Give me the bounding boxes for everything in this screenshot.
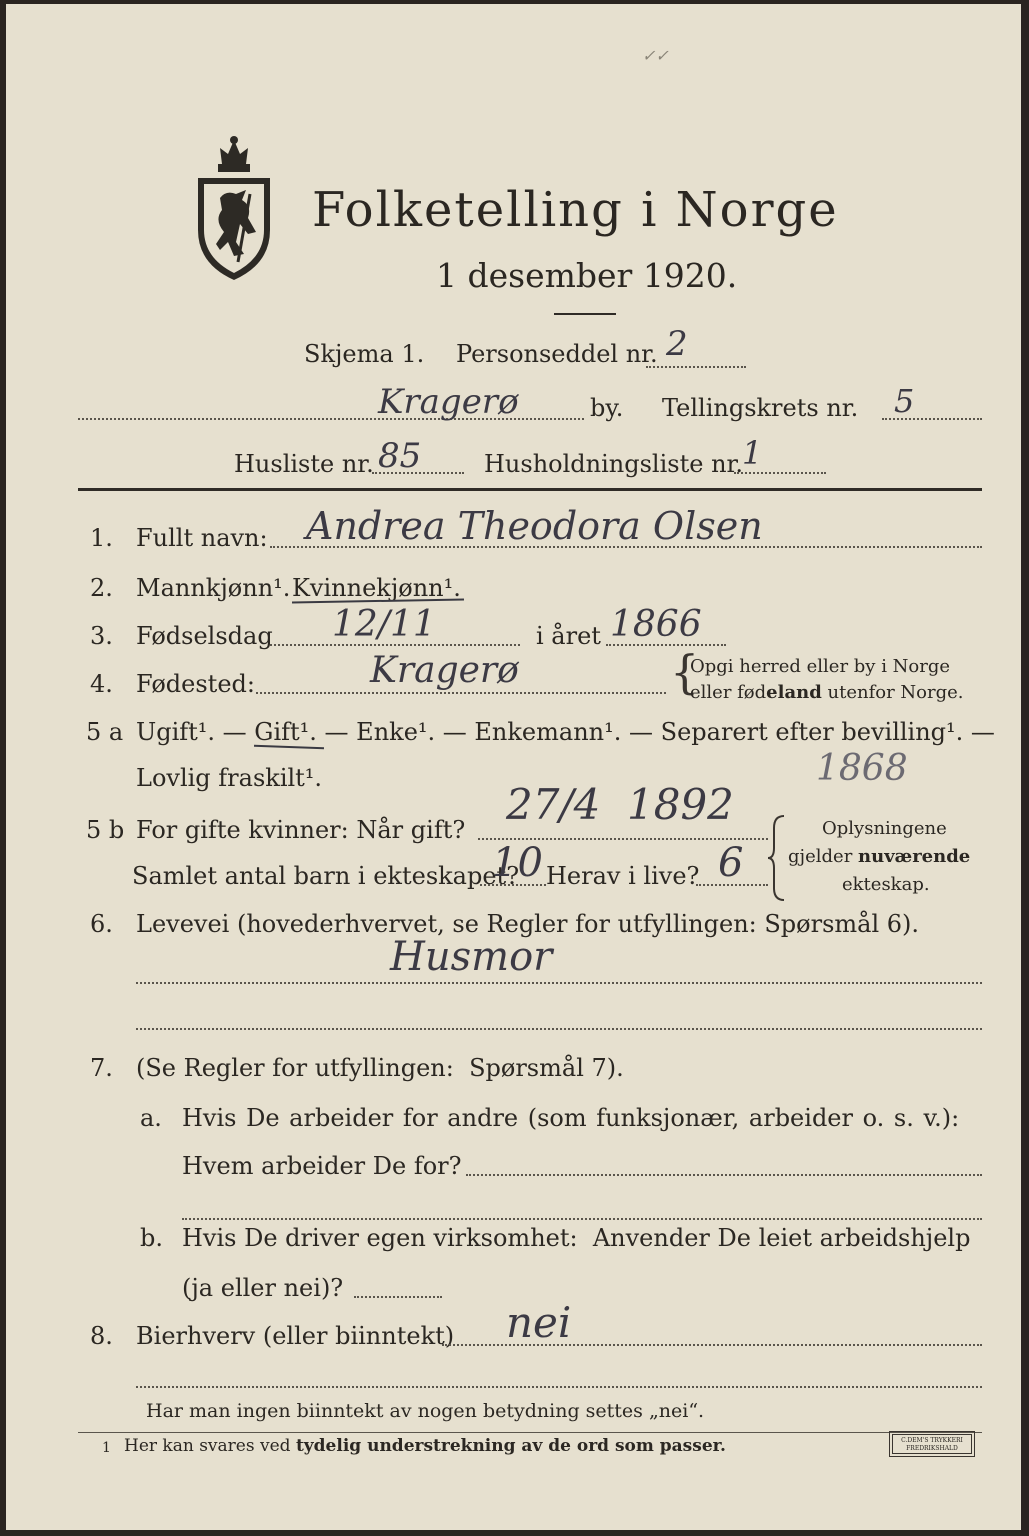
- q7a-line2: Hvem arbeider De for?: [182, 1152, 462, 1180]
- personseddel-value: 2: [666, 324, 688, 364]
- q3-year-value: 1866: [610, 604, 702, 645]
- q8-value: nei: [506, 1298, 572, 1347]
- title-divider: [554, 313, 616, 315]
- tellingskrets-value: 5: [894, 382, 915, 420]
- tellingskrets-label: Tellingskrets nr.: [662, 394, 859, 422]
- q8-number: 8.: [90, 1322, 113, 1350]
- q5b-alive-label: Herav i live?: [546, 862, 700, 890]
- q2-number: 2.: [90, 574, 113, 602]
- husholdning-line: [734, 472, 826, 474]
- header-rule: [78, 488, 982, 491]
- q5a-options: Ugift¹. — Gift¹. — Enke¹. — Enkemann¹. — Separert efter bevilling¹. —: [136, 718, 995, 746]
- q6-value: Husmor: [390, 934, 553, 980]
- husliste-label: Husliste nr.: [234, 450, 374, 478]
- form-title: Folketelling i Norge: [312, 182, 839, 238]
- form-date: 1 desember 1920.: [436, 256, 738, 295]
- town-value: Kragerø: [378, 382, 519, 422]
- q7a-line: [466, 1174, 982, 1176]
- q5b-number: 5 b: [86, 816, 125, 844]
- q5b-note-3: ekteskap.: [842, 874, 930, 895]
- q7-number: 7.: [90, 1054, 113, 1082]
- q5a-margin-note: 1868: [816, 748, 908, 789]
- q2-female: Kvinnekjønn¹.: [292, 574, 461, 602]
- footnote-number: 1: [102, 1440, 111, 1456]
- husliste-value: 85: [378, 436, 422, 476]
- q4-note-2: eller fødeland utenfor Norge.: [690, 682, 964, 703]
- footer-rule: [78, 1432, 982, 1433]
- q7a-extra-line: [182, 1218, 982, 1220]
- footer-note: Har man ingen biinntekt av nogen betydning settes „nei“.: [146, 1400, 705, 1422]
- q1-value: Andrea Theodora Olsen: [306, 504, 763, 548]
- q2-male: Mannkjønn¹.: [136, 574, 291, 602]
- corner-mark: ✓✓: [642, 46, 669, 65]
- q4-note-1: Opgi herred eller by i Norge: [690, 656, 951, 677]
- personseddel-label: Personseddel nr.: [456, 340, 658, 368]
- q3-label: Fødselsdag: [136, 622, 273, 650]
- q6-line-2: [136, 1028, 982, 1030]
- q7a-number: a.: [140, 1104, 162, 1132]
- q6-number: 6.: [90, 910, 113, 938]
- q5b-alive-value: 6: [718, 840, 744, 886]
- q6-label: Levevei (hovederhvervet, se Regler for utfyllingen: Spørsmål 6).: [136, 910, 920, 938]
- q3-year-label: i året: [536, 622, 601, 650]
- husholdning-value: 1: [742, 434, 763, 472]
- husholdning-label: Husholdningsliste nr.: [484, 450, 743, 478]
- q5b-note-1: Oplysningene: [822, 818, 947, 839]
- q5a-number: 5 a: [86, 718, 124, 746]
- q6-line-1: [136, 982, 982, 984]
- skjema-label: Skjema 1.: [304, 340, 425, 368]
- q1-label: Fullt navn:: [136, 524, 268, 552]
- q4-value: Kragerø: [370, 650, 519, 691]
- q4-label: Fødested:: [136, 670, 255, 698]
- q5b-note-2: gjelder nuværende: [788, 846, 971, 867]
- q4-number: 4.: [90, 670, 113, 698]
- q5b-children-label: Samlet antal barn i ekteskapet?: [132, 862, 520, 890]
- footnote-text: Her kan svares ved tydelig understrekning av de ord som passer.: [124, 1436, 726, 1456]
- q4-line: [256, 692, 666, 694]
- q4-brace: {: [670, 645, 700, 699]
- coat-of-arms-icon: [192, 134, 276, 284]
- census-form: [6, 4, 1021, 1530]
- q3-value: 12/11: [332, 604, 436, 645]
- printer-name: C.DEM'S TRYKKERI: [901, 1437, 963, 1444]
- q7b-line1: Hvis De driver egen virksomhet: Anvender De leiet arbeidshjelp: [182, 1224, 971, 1252]
- q5b-children-value: 10: [492, 840, 543, 886]
- printer-stamp: [892, 1434, 972, 1454]
- q7a-line1: Hvis De arbeider for andre (som funksjonær, arbeider o. s. v.):: [182, 1104, 960, 1132]
- q5b-brace: [766, 814, 788, 902]
- q5b-married-value: 27/4 1892: [506, 780, 734, 829]
- q7b-number: b.: [140, 1224, 163, 1252]
- q8-label: Bierhverv (eller biinntekt): [136, 1322, 455, 1350]
- q5b-married-label: For gifte kvinner: Når gift?: [136, 816, 466, 844]
- printer-place: FREDRIKSHALD: [906, 1445, 958, 1452]
- q1-number: 1.: [90, 524, 113, 552]
- q7b-line: [354, 1296, 442, 1298]
- by-label: by.: [590, 394, 624, 422]
- q7-label: (Se Regler for utfyllingen: Spørsmål 7).: [136, 1054, 624, 1082]
- personseddel-line: [646, 366, 746, 368]
- q5a-line2: Lovlig fraskilt¹.: [136, 764, 323, 792]
- q7b-line2: (ja eller nei)?: [182, 1274, 344, 1302]
- q3-number: 3.: [90, 622, 113, 650]
- q8-extra-line: [136, 1386, 982, 1388]
